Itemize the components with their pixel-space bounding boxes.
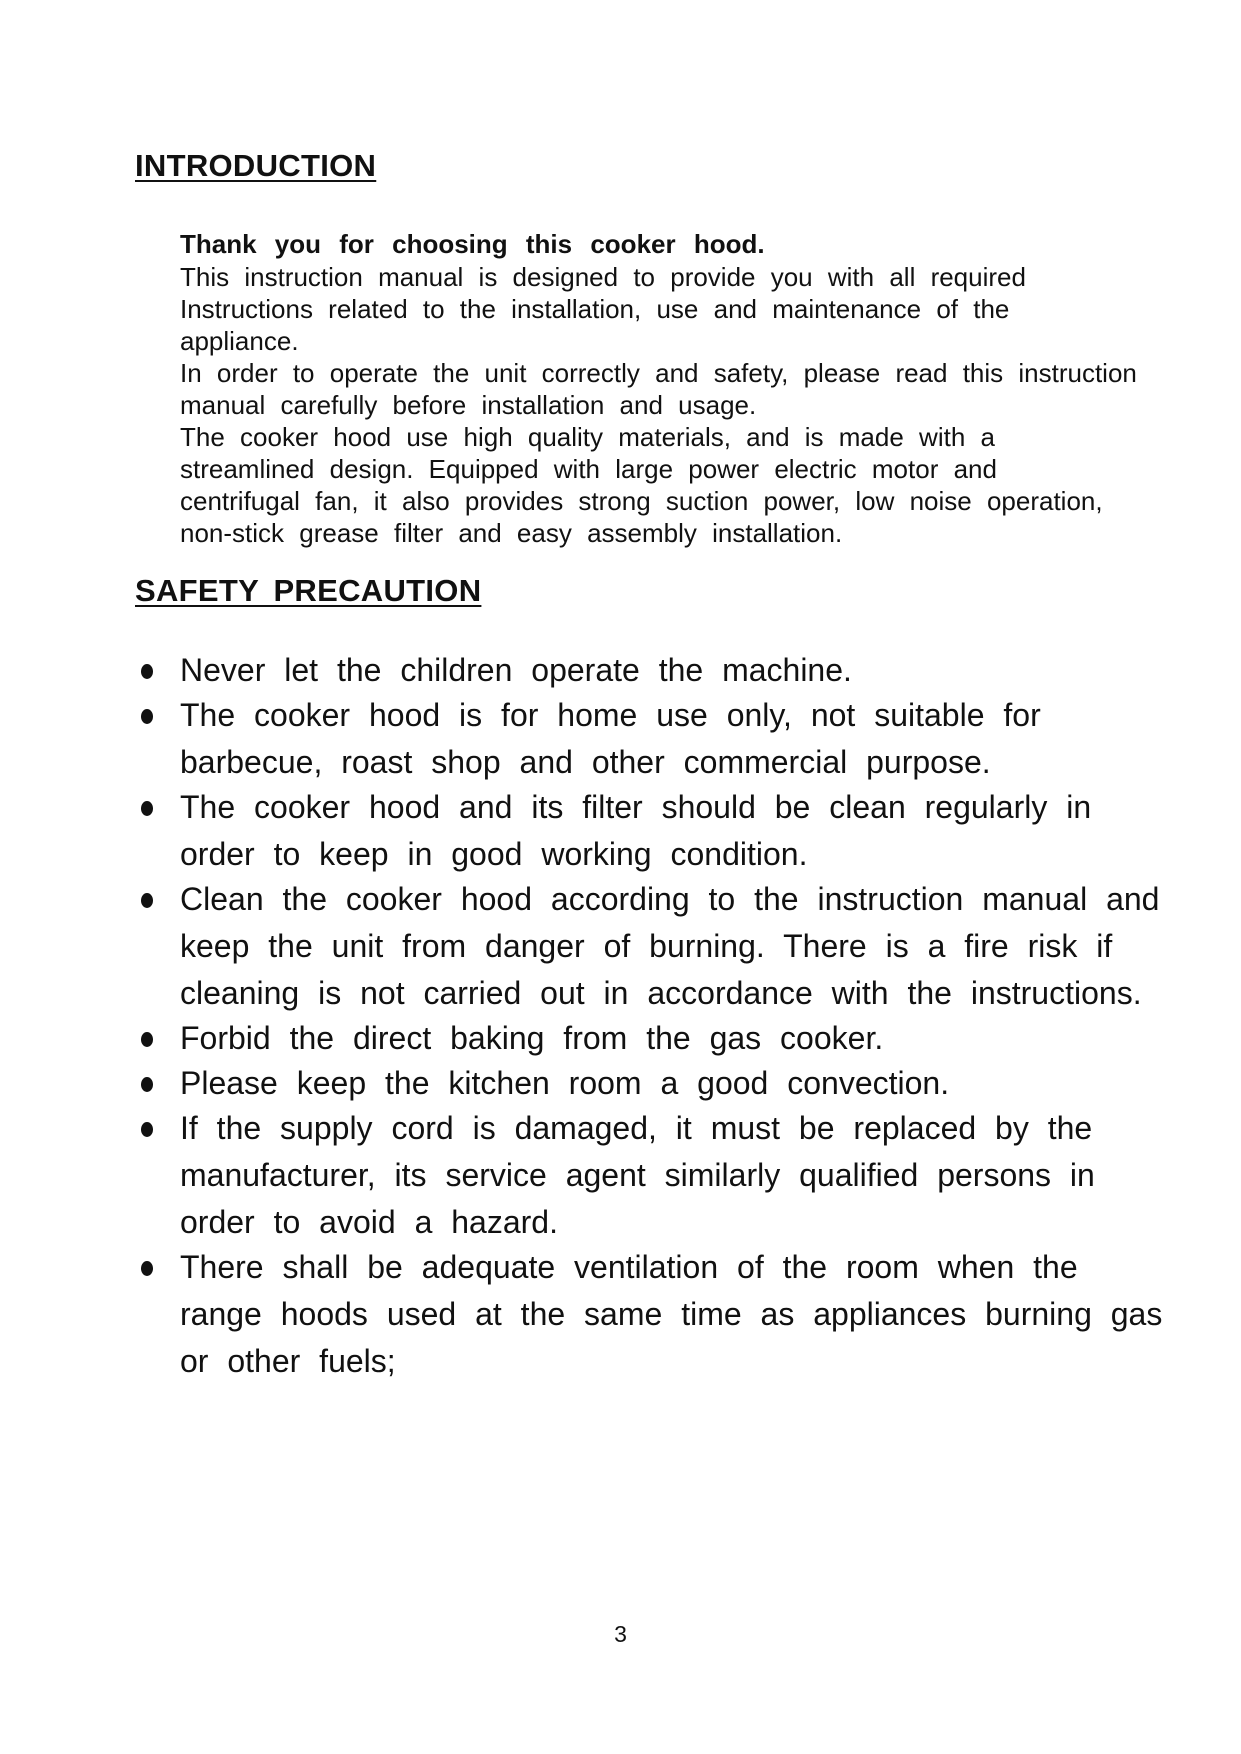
bullet-icon [141,1032,153,1047]
bullet-icon [141,709,153,724]
list-item-text: or other fuels; [180,1343,396,1379]
list-item [140,692,1210,786]
page-number: 3 [614,1621,627,1647]
list-item-text: If the supply cord is damaged, it must be replaced by the [180,1110,1093,1146]
list-item [140,1060,1210,1107]
list-item [140,876,1210,1017]
list-item-text: Please keep the kitchen room a good convection. [180,1065,950,1101]
list-item-text: keep the unit from danger of burning. There is a fire risk if [180,928,1113,964]
intro-line: manual carefully before installation and usage. [180,390,757,420]
list-item [140,784,1210,878]
safety-precaution-heading: SAFETY PRECAUTION [135,573,482,608]
intro-line: Instructions related to the installation, use and maintenance of the [180,294,1010,324]
list-item [140,1015,1210,1062]
intro-line: The cooker hood use high quality materials, and is made with a [180,422,995,452]
intro-line: In order to operate the unit correctly and safety, please read this instruction [180,358,1137,388]
list-item [140,1105,1210,1246]
introduction-heading: INTRODUCTION [135,148,377,183]
safety-precaution-list [140,647,1210,1383]
bullet-icon [141,1122,153,1137]
intro-line: Thank you for choosing this cooker hood. [180,229,765,259]
list-item-text: cleaning is not carried out in accordance with the instructions. [180,975,1142,1011]
bullet-icon [141,801,153,816]
list-item-text: barbecue, roast shop and other commercial purpose. [180,744,991,780]
bullet-icon [141,893,153,908]
list-item-text: manufacturer, its service agent similarly qualified persons in [180,1157,1095,1193]
bullet-icon [141,664,153,679]
list-item-text: Clean the cooker hood according to the instruction manual and [180,881,1160,917]
intro-line: This instruction manual is designed to provide you with all required [180,262,1026,292]
intro-line: non-stick grease filter and easy assembly installation. [180,518,843,548]
bullet-icon [141,1261,153,1276]
intro-line: centrifugal fan, it also provides strong suction power, low noise operation, [180,486,1103,516]
bullet-icon [141,1077,153,1092]
list-item-text: The cooker hood and its filter should be clean regularly in [180,789,1092,825]
introduction-text [180,228,1210,549]
list-item-text: There shall be adequate ventilation of the room when the [180,1249,1078,1285]
intro-line: streamlined design. Equipped with large power electric motor and [180,454,997,484]
list-item-text: Never let the children operate the machine. [180,652,852,688]
list-item-text: order to avoid a hazard. [180,1204,558,1240]
list-item [140,1244,1210,1385]
list-item-text: Forbid the direct baking from the gas cooker. [180,1020,884,1056]
list-item-text: The cooker hood is for home use only, not suitable for [180,697,1041,733]
list-item-text: order to keep in good working condition. [180,836,808,872]
list-item [140,647,1210,694]
list-item-text: range hoods used at the same time as appliances burning gas [180,1296,1163,1332]
intro-line: appliance. [180,326,299,356]
